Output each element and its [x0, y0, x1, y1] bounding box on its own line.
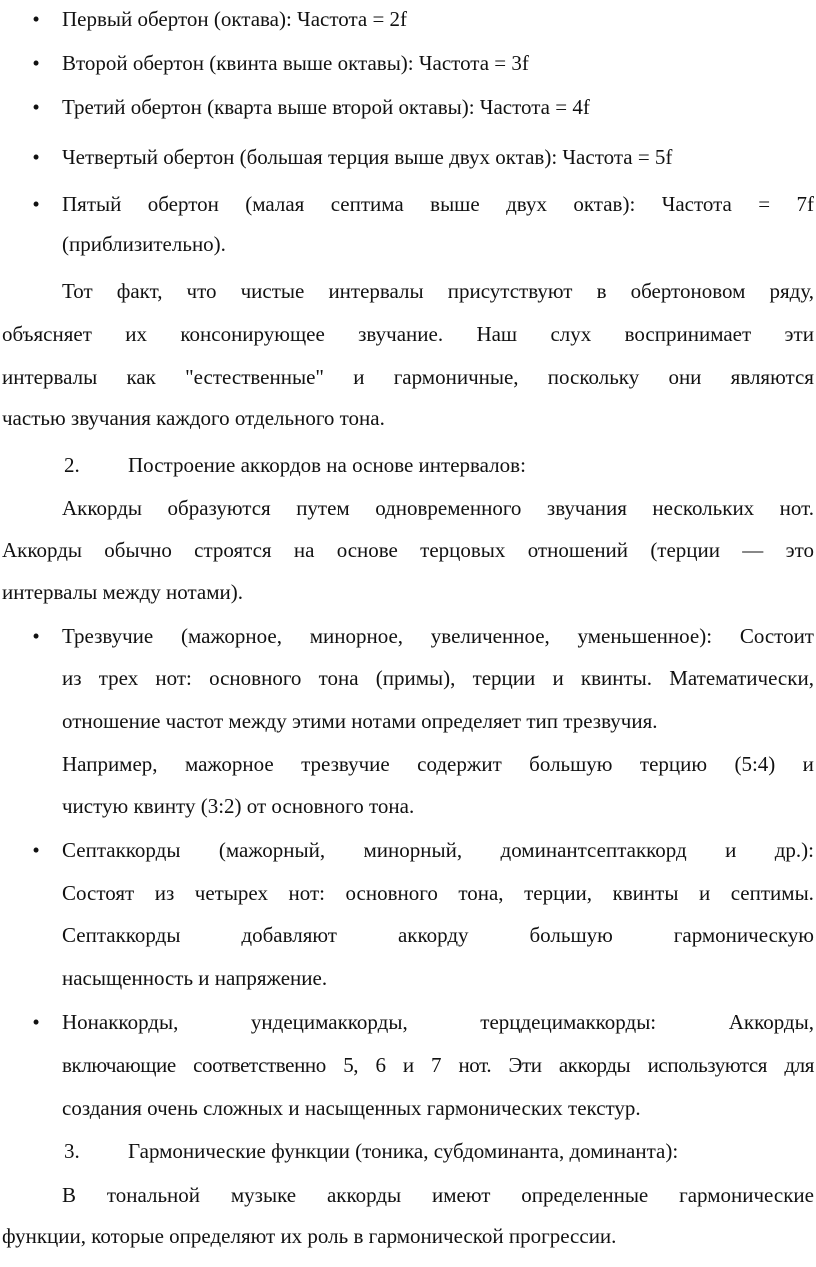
list-item-continuation: Септаккорды добавляют аккорду большую гармоническую — [62, 923, 814, 947]
list-item — [0, 185, 816, 223]
list-item: • Септаккорды (мажорный, минорный, доминантсептаккорд и др.): — [0, 831, 816, 869]
list-item-text: Третий обертон (кварта выше второй октавы): Частота = 4f — [62, 95, 590, 119]
paragraph-line: функции, которые определяют их роль в гармонической прогрессии. — [2, 1224, 617, 1248]
bullet-marker: • — [32, 192, 40, 216]
paragraph-line: Аккорды образуются путем одновременного звучания нескольких нот. — [62, 496, 814, 520]
list-item-continuation: Например, мажорное трезвучие содержит большую терцию (5:4) и — [62, 752, 814, 776]
list-item-continuation: Состоят из четырех нот: основного тона, терции, квинты и септимы. — [62, 881, 814, 905]
bullet-marker: • — [32, 51, 40, 75]
list-item-text-line: (приблизительно). — [62, 232, 226, 256]
bullet-marker: • — [32, 1010, 40, 1034]
list-item-text: Четвертый обертон (большая терция выше двух октав): Частота = 5f — [62, 145, 673, 169]
list-item-continuation: включающие соответственно 5, 6 и 7 нот. Эти аккорды используются для — [62, 1053, 814, 1077]
list-item: • Трезвучие (мажорное, минорное, увеличенное, уменьшенное): Состоит — [0, 617, 816, 655]
list-item-continuation: отношение частот между этими нотами определяет тип трезвучия. — [62, 709, 658, 733]
list-item-continuation: из трех нот: основного тона (примы), терции и квинты. Математически, — [62, 666, 814, 690]
bullet-marker: • — [32, 624, 40, 648]
section-heading — [0, 1132, 816, 1170]
list-item-text-line: Пятый обертон (малая септима выше двух октав): Частота = 7f — [62, 192, 814, 216]
list-item-continuation: создания очень сложных и насыщенных гармонических текстур. — [62, 1096, 641, 1120]
section-title: Гармонические функции (тоника, субдоминанта, доминанта): — [128, 1139, 679, 1163]
bullet-marker: • — [32, 838, 40, 862]
paragraph-line: объясняет их консонирующее звучание. Наш слух воспринимает эти — [2, 322, 814, 346]
paragraph-line: интервалы между нотами). — [2, 580, 243, 604]
paragraph-line: Аккорды обычно строятся на основе терцовых отношений (терции — это — [2, 538, 814, 562]
list-item — [0, 44, 816, 82]
list-item-text: Первый обертон (октава): Частота = 2f — [62, 7, 408, 31]
list-item-continuation — [0, 225, 816, 263]
paragraph-line: В тональной музыке аккорды имеют определенные гармонические — [62, 1183, 814, 1207]
paragraph-line: частью звучания каждого отдельного тона. — [2, 406, 385, 430]
list-item — [0, 88, 816, 126]
bullet-marker: • — [32, 95, 40, 119]
list-item — [0, 0, 816, 38]
paragraph-line: интервалы как "естественные" и гармоничные, поскольку они являются — [2, 365, 814, 389]
list-item-continuation: насыщенность и напряжение. — [62, 966, 328, 990]
list-item — [0, 138, 816, 176]
section-number: 3. — [64, 1139, 80, 1163]
section-title: Построение аккордов на основе интервалов: — [128, 453, 526, 477]
bullet-marker: • — [32, 145, 40, 169]
bullet-marker: • — [32, 7, 40, 31]
list-item-continuation: чистую квинту (3:2) от основного тона. — [62, 794, 415, 818]
list-item-text: Второй обертон (квинта выше октавы): Частота = 3f — [62, 51, 529, 75]
list-item: • Нонаккорды, ундецимаккорды, терцдецимаккорды: Аккорды, — [0, 1003, 816, 1041]
section-heading — [0, 446, 816, 484]
paragraph-line: Тот факт, что чистые интервалы присутствуют в обертоновом ряду, — [62, 279, 814, 303]
section-number: 2. — [64, 453, 80, 477]
